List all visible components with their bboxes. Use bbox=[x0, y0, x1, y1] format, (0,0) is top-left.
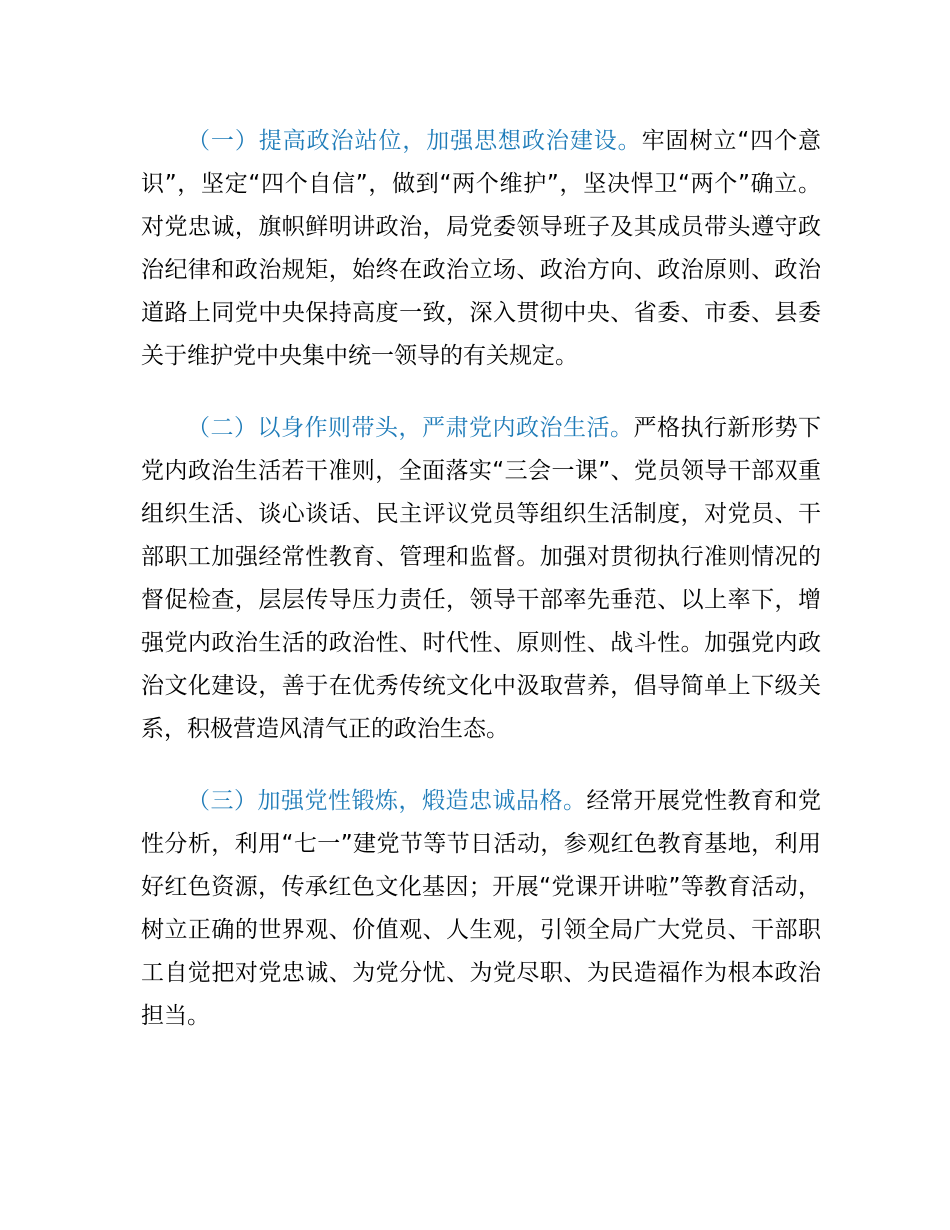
paragraph-3-heading: （三）加强党性锻炼，煅造忠诚品格。 bbox=[187, 788, 587, 814]
paragraph-2 bbox=[141, 407, 821, 751]
document-body bbox=[141, 120, 821, 1038]
paragraph-1-heading: （一）提高政治站位，加强思想政治建设。 bbox=[187, 128, 642, 154]
paragraph-1-body: 牢固树立“四个意识”，坚定“四个自信”，做到“两个维护”，坚决悍卫“两个”确立。对党忠诚，旗帜鲜明讲政治，局党委领导班子及其成员带头遵守政治纪律和政治规矩，始终在政治立场、政治方向、政治原则、政治道路上同党中央保持高度一致，深入贯彻中央、省委、市委、县委关于维护党中央集中统一领导的有关规定。 bbox=[141, 128, 822, 369]
paragraph-2-heading: （二）以身作则带头，严肃党内政治生活。 bbox=[187, 415, 634, 441]
paragraph-3 bbox=[141, 780, 821, 1038]
paragraph-2-body: 严格执行新形势下党内政治生活若干准则，全面落实“三会一课”、党员领导干部双重组织生活、谈心谈话、民主评议党员等组织生活制度，对党员、干部职工加强经常性教育、管理和监督。加强对贯彻执行准则情况的督促检查，层层传导压力责任，领导干部率先垂范、以上率下，增强党内政治生活的政治性、时代性、原则性、战斗性。加强党内政治文化建设，善于在优秀传统文化中汲取营养，倡导简单上下级关系，积极营造风清气正的政治生态。 bbox=[141, 415, 821, 742]
paragraph-3-body: 经常开展党性教育和党性分析，利用“七一”建党节等节日活动，参观红色教育基地，利用好红色资源，传承红色文化基因；开展“党课开讲啦”等教育活动，树立正确的世界观、价值观、人生观，引领全局广大党员、干部职工自觉把对党忠诚、为党分忧、为党尽职、为民造福作为根本政治担当。 bbox=[141, 788, 821, 1029]
paragraph-1 bbox=[141, 120, 821, 378]
